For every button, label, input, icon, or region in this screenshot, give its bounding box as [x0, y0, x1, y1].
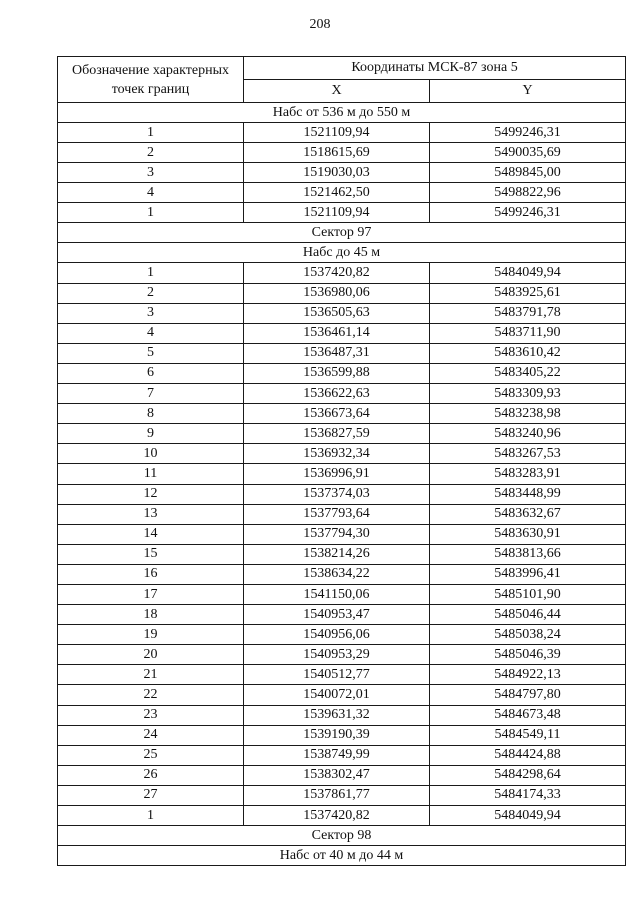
- point-number-cell: 2: [58, 283, 244, 303]
- point-number-cell: 1: [58, 203, 244, 223]
- y-coordinate-cell: 5484673,48: [430, 705, 626, 725]
- point-number-cell: 19: [58, 625, 244, 645]
- x-coordinate-cell: 1538749,99: [244, 745, 430, 765]
- point-number-cell: 20: [58, 645, 244, 665]
- table-row: [58, 404, 626, 424]
- table-row: [58, 143, 626, 163]
- y-coordinate-cell: 5484424,88: [430, 745, 626, 765]
- table-row: [58, 806, 626, 826]
- point-number-cell: 18: [58, 605, 244, 625]
- x-coordinate-cell: 1536622,63: [244, 384, 430, 404]
- point-number-cell: 24: [58, 725, 244, 745]
- y-coordinate-cell: 5483630,91: [430, 524, 626, 544]
- x-coordinate-cell: 1536932,34: [244, 444, 430, 464]
- point-number-cell: 1: [58, 263, 244, 283]
- point-number-cell: 21: [58, 665, 244, 685]
- y-coordinate-cell: 5483996,41: [430, 564, 626, 584]
- x-coordinate-cell: 1537420,82: [244, 806, 430, 826]
- x-coordinate-cell: 1538302,47: [244, 765, 430, 785]
- table-row: [58, 263, 626, 283]
- y-coordinate-cell: 5485046,39: [430, 645, 626, 665]
- x-coordinate-cell: 1539631,32: [244, 705, 430, 725]
- table-row: [58, 765, 626, 785]
- x-coordinate-cell: 1536461,14: [244, 323, 430, 343]
- y-coordinate-cell: 5483632,67: [430, 504, 626, 524]
- y-coordinate-cell: 5499246,31: [430, 203, 626, 223]
- y-coordinate-cell: 5484049,94: [430, 806, 626, 826]
- point-number-cell: 4: [58, 183, 244, 203]
- y-coordinate-cell: 5483711,90: [430, 323, 626, 343]
- y-coordinate-cell: 5483267,53: [430, 444, 626, 464]
- x-coordinate-cell: 1536487,31: [244, 343, 430, 363]
- x-coordinate-cell: 1521462,50: [244, 183, 430, 203]
- page-number: 208: [309, 17, 331, 32]
- table-row: [58, 163, 626, 183]
- x-coordinate-cell: 1538214,26: [244, 544, 430, 564]
- table-row: [58, 303, 626, 323]
- x-coordinate-cell: 1521109,94: [244, 123, 430, 143]
- y-coordinate-cell: 5499246,31: [430, 123, 626, 143]
- table-row: [58, 123, 626, 143]
- y-coordinate-cell: 5484549,11: [430, 725, 626, 745]
- x-coordinate-cell: 1540953,29: [244, 645, 430, 665]
- x-coordinate-cell: 1537793,64: [244, 504, 430, 524]
- section-title: Набс от 536 м до 550 м: [58, 103, 626, 123]
- point-number-cell: 6: [58, 363, 244, 383]
- x-coordinate-cell: 1518615,69: [244, 143, 430, 163]
- table-row: [58, 685, 626, 705]
- point-number-cell: 9: [58, 424, 244, 444]
- section-row: [58, 103, 626, 123]
- section-title: Сектор 98: [58, 826, 626, 846]
- y-coordinate-cell: 5489845,00: [430, 163, 626, 183]
- x-coordinate-cell: 1541150,06: [244, 584, 430, 604]
- x-coordinate-cell: 1536673,64: [244, 404, 430, 424]
- table-row: [58, 605, 626, 625]
- table-row: [58, 384, 626, 404]
- y-coordinate-cell: 5483238,98: [430, 404, 626, 424]
- table-row: [58, 444, 626, 464]
- x-coordinate-cell: 1538634,22: [244, 564, 430, 584]
- y-coordinate-cell: 5483240,96: [430, 424, 626, 444]
- table-header-row: [58, 57, 626, 80]
- point-number-cell: 26: [58, 765, 244, 785]
- section-title: Набс до 45 м: [58, 243, 626, 263]
- y-coordinate-cell: 5483610,42: [430, 343, 626, 363]
- section-row: [58, 826, 626, 846]
- table-row: [58, 283, 626, 303]
- point-number-cell: 7: [58, 384, 244, 404]
- table-row: [58, 725, 626, 745]
- table-row: [58, 323, 626, 343]
- table-row: [58, 424, 626, 444]
- x-coordinate-cell: 1536505,63: [244, 303, 430, 323]
- y-coordinate-cell: 5485038,24: [430, 625, 626, 645]
- y-coordinate-cell: 5484049,94: [430, 263, 626, 283]
- section-row: [58, 243, 626, 263]
- table-row: [58, 564, 626, 584]
- table-row: [58, 504, 626, 524]
- point-number-cell: 10: [58, 444, 244, 464]
- table-body: [58, 103, 626, 866]
- x-column-header: X: [244, 80, 430, 103]
- point-number-cell: 8: [58, 404, 244, 424]
- coordinates-system-header: Координаты МСК-87 зона 5: [244, 57, 626, 80]
- y-coordinate-cell: 5490035,69: [430, 143, 626, 163]
- point-number-cell: 25: [58, 745, 244, 765]
- y-coordinate-cell: 5483813,66: [430, 544, 626, 564]
- table-row: [58, 203, 626, 223]
- section-title: Набс от 40 м до 44 м: [58, 846, 626, 866]
- table-row: [58, 665, 626, 685]
- point-number-cell: 3: [58, 303, 244, 323]
- point-number-cell: 1: [58, 123, 244, 143]
- y-coordinate-cell: 5483309,93: [430, 384, 626, 404]
- x-coordinate-cell: 1540956,06: [244, 625, 430, 645]
- section-row: [58, 223, 626, 243]
- x-coordinate-cell: 1540072,01: [244, 685, 430, 705]
- point-number-cell: 17: [58, 584, 244, 604]
- y-coordinate-cell: 5483283,91: [430, 464, 626, 484]
- table-row: [58, 343, 626, 363]
- point-number-cell: 16: [58, 564, 244, 584]
- x-coordinate-cell: 1536827,59: [244, 424, 430, 444]
- point-number-cell: 23: [58, 705, 244, 725]
- y-coordinate-cell: 5483791,78: [430, 303, 626, 323]
- section-title: Сектор 97: [58, 223, 626, 243]
- table-row: [58, 464, 626, 484]
- x-coordinate-cell: 1537794,30: [244, 524, 430, 544]
- table-row: [58, 645, 626, 665]
- point-number-cell: 4: [58, 323, 244, 343]
- y-column-header: Y: [430, 80, 626, 103]
- y-coordinate-cell: 5485046,44: [430, 605, 626, 625]
- point-number-cell: 13: [58, 504, 244, 524]
- y-coordinate-cell: 5484797,80: [430, 685, 626, 705]
- x-coordinate-cell: 1536980,06: [244, 283, 430, 303]
- y-coordinate-cell: 5484298,64: [430, 765, 626, 785]
- table-row: [58, 745, 626, 765]
- x-coordinate-cell: 1540512,77: [244, 665, 430, 685]
- table-row: [58, 484, 626, 504]
- coordinates-table: [57, 56, 626, 866]
- point-number-cell: 27: [58, 785, 244, 805]
- table-row: [58, 705, 626, 725]
- point-number-cell: 12: [58, 484, 244, 504]
- table-row: [58, 363, 626, 383]
- x-coordinate-cell: 1537420,82: [244, 263, 430, 283]
- x-coordinate-cell: 1521109,94: [244, 203, 430, 223]
- section-row: [58, 846, 626, 866]
- y-coordinate-cell: 5483925,61: [430, 283, 626, 303]
- x-coordinate-cell: 1536599,88: [244, 363, 430, 383]
- table-row: [58, 524, 626, 544]
- table-row: [58, 625, 626, 645]
- point-number-cell: 15: [58, 544, 244, 564]
- x-coordinate-cell: 1540953,47: [244, 605, 430, 625]
- point-number-cell: 5: [58, 343, 244, 363]
- y-coordinate-cell: 5485101,90: [430, 584, 626, 604]
- table-row: [58, 544, 626, 564]
- point-designation-header: Обозначение характерных точек границ: [58, 57, 244, 103]
- point-number-cell: 11: [58, 464, 244, 484]
- point-number-cell: 22: [58, 685, 244, 705]
- y-coordinate-cell: 5498822,96: [430, 183, 626, 203]
- point-number-cell: 1: [58, 806, 244, 826]
- x-coordinate-cell: 1519030,03: [244, 163, 430, 183]
- table-row: [58, 183, 626, 203]
- point-number-cell: 2: [58, 143, 244, 163]
- table-row: [58, 785, 626, 805]
- x-coordinate-cell: 1537374,03: [244, 484, 430, 504]
- point-number-cell: 3: [58, 163, 244, 183]
- x-coordinate-cell: 1536996,91: [244, 464, 430, 484]
- y-coordinate-cell: 5484174,33: [430, 785, 626, 805]
- table-row: [58, 584, 626, 604]
- point-number-cell: 14: [58, 524, 244, 544]
- y-coordinate-cell: 5483448,99: [430, 484, 626, 504]
- y-coordinate-cell: 5483405,22: [430, 363, 626, 383]
- x-coordinate-cell: 1537861,77: [244, 785, 430, 805]
- x-coordinate-cell: 1539190,39: [244, 725, 430, 745]
- y-coordinate-cell: 5484922,13: [430, 665, 626, 685]
